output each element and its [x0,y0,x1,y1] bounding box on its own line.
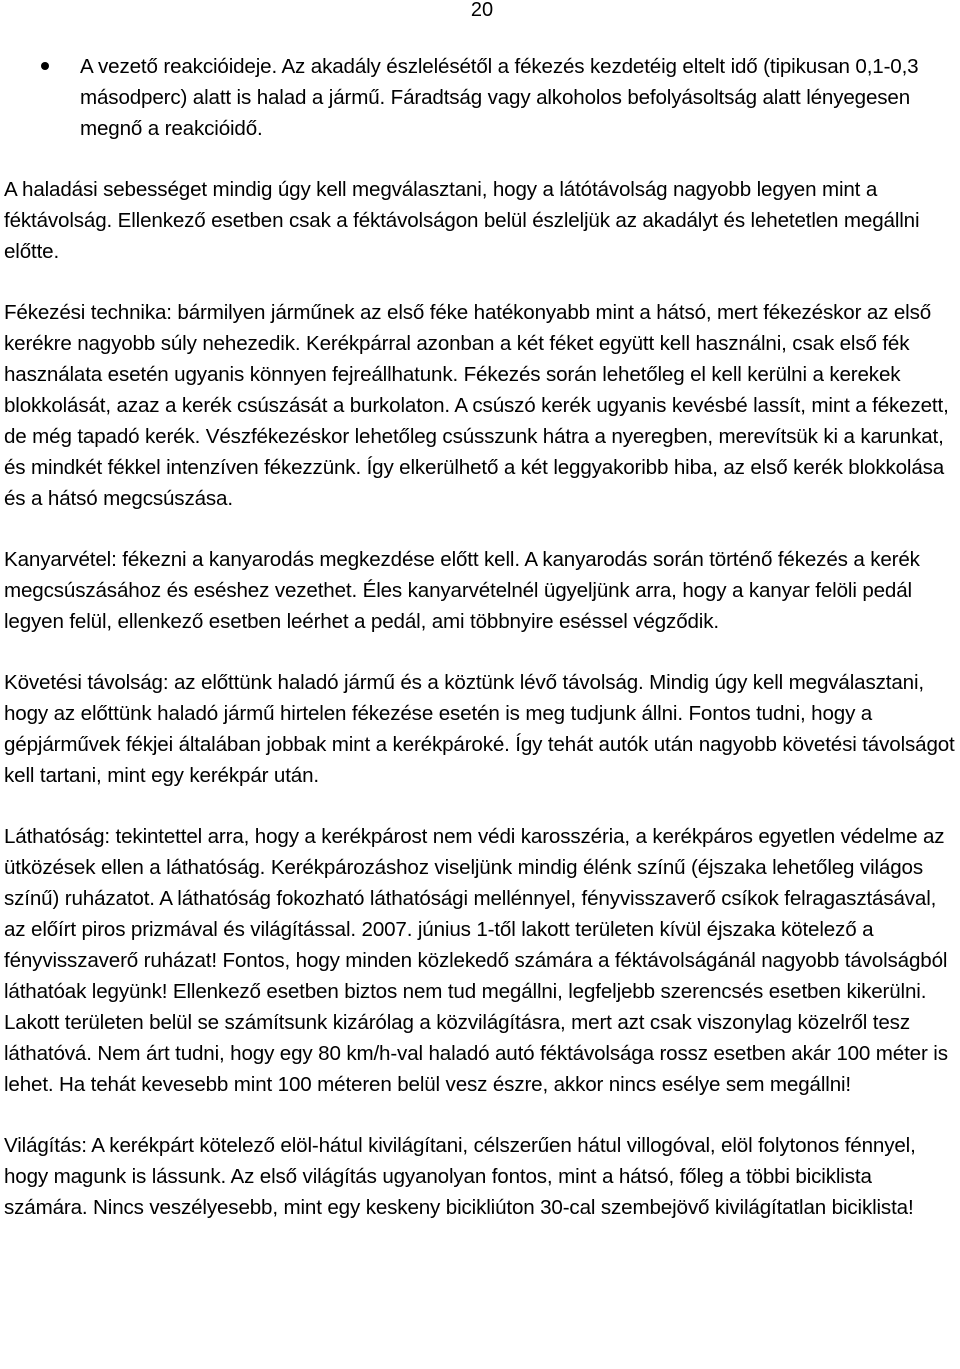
paragraph-visibility: Láthatóság: tekintettel arra, hogy a kerékpárost nem védi karosszéria, a kerékpáros egyetlen védelme az ütközések ellen a láthatóság. Kerékpározáshoz viseljünk mindig élénk színű (éjszaka lehetőleg világos színű) ruházatot. A láthatóság fokozható láthatósági mellénnyel, fényvisszaverő csíkok felragasztásával, az előírt piros prizmával és világítással. 2007. június 1-től lakott területen kívül éjszaka kötelező a fényvisszaverő ruházat! Fontos, hogy minden közlekedő számára a féktávolságánál nagyobb távolságból láthatóak legyünk! Ellenkező esetben biztos nem tud megállni, legfeljebb szerencsés esetben kikerülni. Lakott területen belül se számítsunk kizárólag a közvilágításra, mert azt csak viszonylag közelről tesz láthatóvá. Nem árt tudni, hogy egy 80 km/h-val haladó autó féktávolsága rossz esetben akár 100 méter is lehet. Ha tehát kevesebb mint 100 méteren belül vesz észre, akkor nincs esélye sem megállni! [4,825,948,1096]
paragraph-cornering: Kanyarvétel: fékezni a kanyarodás megkezdése előtt kell. A kanyarodás során történő fékezés a kerék megcsúszásához és eséshez vezethet. Éles kanyarvételnél ügyeljünk arra, hogy a kanyar felöli pedál legyen felül, ellenkező esetben leérhet a pedál, ami többnyire eséssel végződik. [4,548,920,633]
bullet-list [4,51,958,144]
paragraph-following-distance: Követési távolság: az előttünk haladó jármű és a köztünk lévő távolság. Mindig úgy kell megválasztani, hogy az előttünk haladó jármű hirtelen fékezése esetén is meg tudjunk állni. Fontos tudni, hogy a gépjárművek fékjei általában jobbak mint a kerékpároké. Így tehát autók után nagyobb követési távolságot kell tartani, mint egy kerékpár után. [4,671,955,787]
paragraph-braking-technique: Fékezési technika: bármilyen járműnek az első féke hatékonyabb mint a hátsó, mert fékezéskor az első kerékre nagyobb súly nehezedik. Kerékpárral azonban a két féket együtt kell használni, csak első fék használata esetén ugyanis könnyen fejreállhatunk. Fékezés során lehetőleg el kell kerülni a kerekek blokkolását, azaz a kerék csúszását a burkolaton. A csúszó kerék ugyanis kevésbé lassít, mint a fékezett, de még tapadó kerék. Vészfékezéskor lehetőleg csússzunk hátra a nyeregben, merevítsük ki a karunkat, és mindkét fékkel intenzíven fékezzünk. Így elkerülhető a két leggyakoribb hiba, az első kerék blokkolása és a hátsó megcsúszása. [4,301,949,510]
page-number: 20 [470,0,494,21]
paragraph-speed-visibility: A haladási sebességet mindig úgy kell megválasztani, hogy a látótávolság nagyobb legyen mint a féktávolság. Ellenkező esetben csak a féktávolságon belül észleljük az akadályt és lehetetlen megállni előtte. [4,178,920,263]
list-item-text: A vezető reakcióideje. Az akadály észlelésétől a fékezés kezdetéig eltelt idő (tipikusan 0,1-0,3 másodperc) alatt is halad a jármű. Fáradtság vagy alkoholos befolyásoltság alatt lényegesen megnő a reakcióidő. [80,55,919,140]
document-body [4,51,958,1223]
bullet-icon [41,62,49,70]
paragraph-lighting: Világítás: A kerékpárt kötelező elöl-hátul kivilágítani, célszerűen hátul villogóval, elöl folytonos fénnyel, hogy magunk is lássunk. Az első világítás ugyanolyan fontos, mint a hátsó, főleg a többi biciklista számára. Nincs veszélyesebb, mint egy keskeny bicikliúton 30-cal szembejövő kivilágítatlan biciklista! [4,1134,916,1219]
list-item [4,51,958,144]
